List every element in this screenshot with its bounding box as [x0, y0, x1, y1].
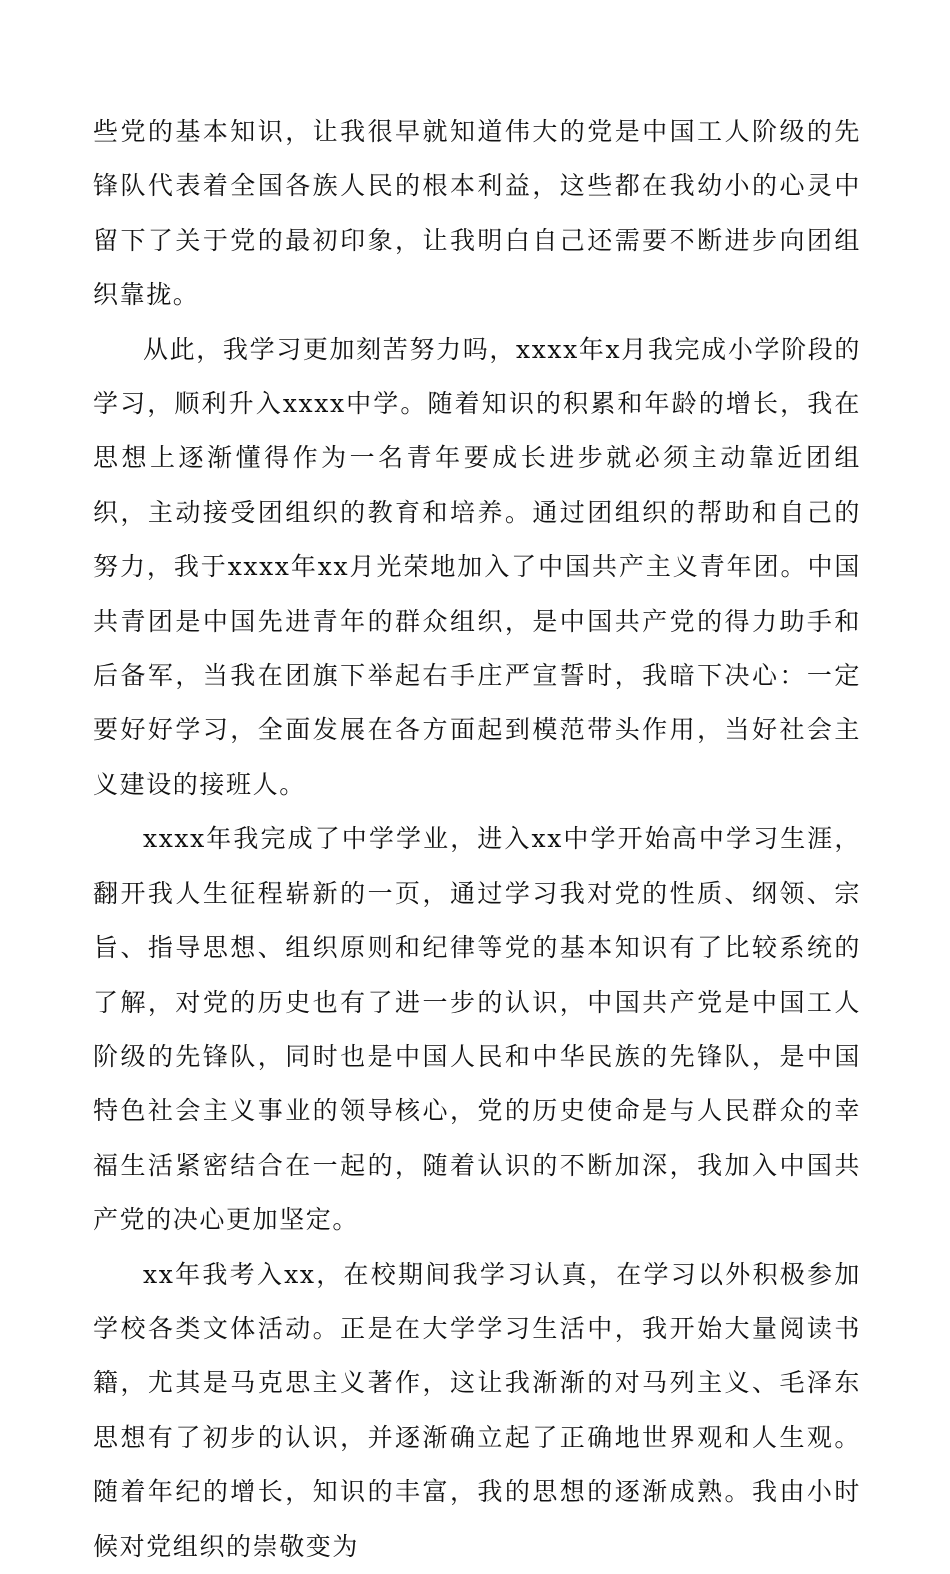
- paragraph-youth-league: 从此，我学习更加刻苦努力吗，xxxx年x月我完成小学阶段的学习，顺利升入xxxx中学。随着知识的积累和年龄的增长，我在思想上逐渐懂得作为一名青年要成长进步就必须主动靠近团组织，主动接受团组织的教育和培养。通过团组织的帮助和自己的努力，我于xxxx年xx月光荣地加入了中国共产主义青年团。中国共青团是中国先进青年的群众组织，是中国共产党的得力助手和后备军，当我在团旗下举起右手庄严宣誓时，我暗下决心：一定要好好学习，全面发展在各方面起到模范带头作用，当好社会主义建设的接班人。: [93, 334, 861, 799]
- paragraph-university: xx年我考入xx，在校期间我学习认真，在学习以外积极参加学校各类文体活动。正是在大学学习生活中，我开始大量阅读书籍，尤其是马克思主义著作，这让我渐渐的对马列主义、毛泽东思想有了初步的认识，并逐渐确立起了正确地世界观和人生观。随着年纪的增长，知识的丰富，我的思想的逐渐成熟。我由小时候对党组织的崇敬变为: [93, 1259, 861, 1561]
- document-body: [93, 105, 861, 1574]
- paragraph-continuation: 些党的基本知识，让我很早就知道伟大的党是中国工人阶级的先锋队代表着全国各族人民的根本利益，这些都在我幼小的心灵中留下了关于党的最初印象，让我明白自己还需要不断进步向团组织靠拢。: [93, 117, 861, 310]
- paragraph-high-school: xxxx年我完成了中学学业，进入xx中学开始高中学习生涯，翻开我人生征程崭新的一页，通过学习我对党的性质、纲领、宗旨、指导思想、组织原则和纪律等党的基本知识有了比较系统的了解，对党的历史也有了进一步的认识，中国共产党是中国工人阶级的先锋队，同时也是中国人民和中华民族的先锋队，是中国特色社会主义事业的领导核心，党的历史使命是与人民群众的幸福生活紧密结合在一起的，随着认识的不断加深，我加入中国共产党的决心更加坚定。: [93, 824, 861, 1235]
